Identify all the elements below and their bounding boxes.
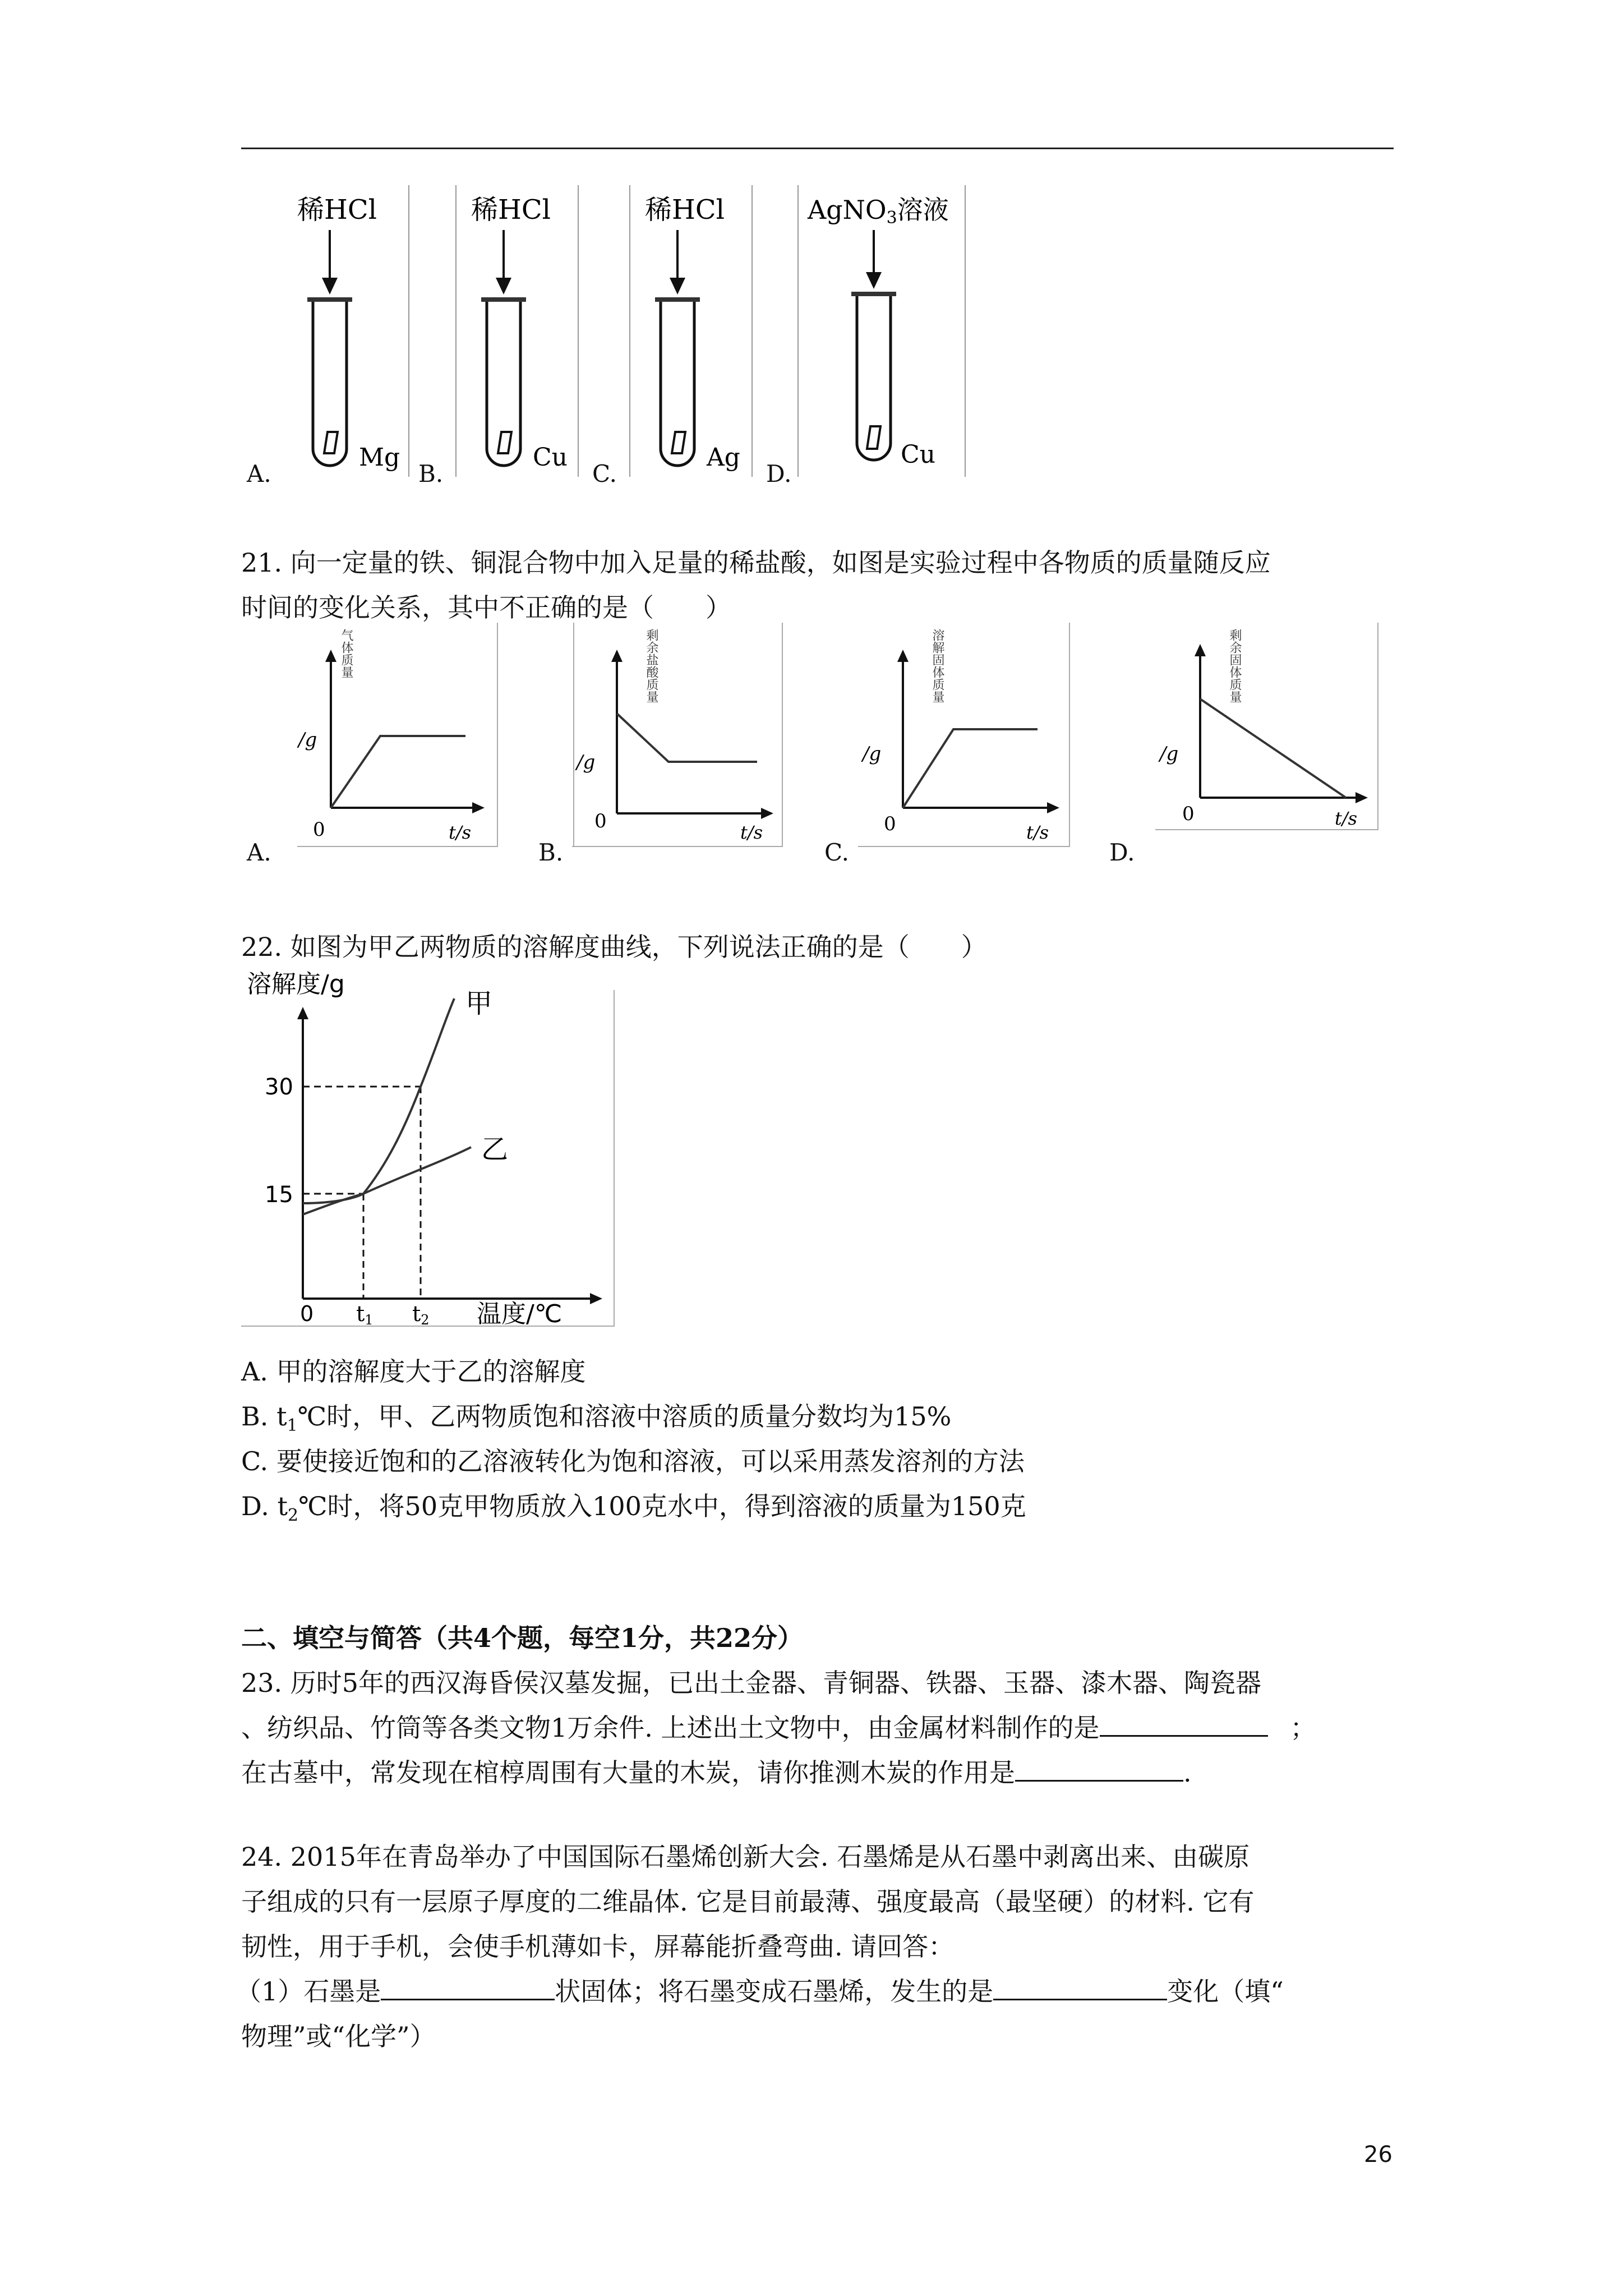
q21-graph-c-origin: 0 — [884, 813, 896, 835]
q20-tube-d — [796, 185, 970, 488]
q22-chart-xlabel: 温度/℃ — [477, 1300, 562, 1327]
q22-option-a: A. 甲的溶解度大于乙的溶解度 — [241, 1356, 586, 1387]
q24-blank-2[interactable] — [993, 1970, 1167, 2000]
q21-graph-a-xlabel: t/s — [449, 822, 472, 843]
page-number: 26 — [1364, 2142, 1393, 2168]
q20-option-b-label: B. — [418, 460, 444, 487]
q24-blank-1[interactable] — [381, 1970, 555, 2000]
arrow-right-icon — [1047, 802, 1059, 813]
q21-graph-a — [297, 623, 499, 858]
q22-ytick-15: 15 — [265, 1182, 293, 1208]
q23-blank-2[interactable] — [1015, 1751, 1183, 1782]
q24-line2: 子组成的只有一层原子厚度的二维晶体. 它是目前最薄、强度最高（最坚硬）的材料. 它有 — [241, 1887, 1255, 1917]
q20-figure — [241, 185, 970, 499]
q20-option-a-label: A. — [247, 460, 271, 487]
q21-graph-c — [858, 623, 1071, 858]
q23-line2: 、纺织品、竹筒等各类文物1万余件. 上述出土文物中，由金属材料制作的是 ； — [241, 1705, 1316, 1750]
q20-tube-c — [628, 185, 774, 488]
q21-graph-d-xlabel: t/s — [1335, 808, 1358, 829]
arrow-up-icon — [325, 650, 336, 662]
q22-series-jia-label: 甲 — [465, 988, 493, 1019]
arrow-down-icon — [866, 272, 882, 289]
q21-graph-a-ylabel: 气体质量 — [304, 629, 353, 643]
q21-graph-b-origin: 0 — [594, 810, 607, 832]
q21-graph-b-ylabel: 剩余盐酸质量 — [584, 629, 658, 643]
q20-option-c-label: C. — [592, 460, 617, 487]
q20-tube-c-metal: Ag — [707, 443, 740, 472]
q22-option-d: D. $t_2℃$时，将50克甲物质放入100克水中，得到溶液的质量为150克 — [241, 1491, 1026, 1526]
q20-tube-c-reagent: 稀HCl — [645, 194, 725, 226]
q20-tube-a-metal: Mg — [359, 443, 400, 472]
q21-graph-c-ylabel: 溶解固体质量 — [870, 629, 944, 643]
q22-curve-jia — [303, 999, 454, 1203]
q22-solubility-chart — [241, 968, 623, 1327]
q22-ytick-30: 30 — [265, 1074, 293, 1100]
svg-text:剩余固体质量 — [1168, 629, 1242, 702]
svg-text:溶解固体质量 — [870, 629, 944, 702]
q24-line5: 物理”或“化学”） — [241, 2021, 436, 2051]
q20-option-d-label: D. — [766, 460, 792, 487]
q21-stem-line1: 21. 向一定量的铁、铜混合物中加入足量的稀盐酸，如图是实验过程中各物质的质量随反应 — [241, 547, 1271, 578]
q22-stem: 22. 如图为甲乙两物质的溶解度曲线，下列说法正确的是（ ） — [241, 932, 987, 962]
q20-tube-b-metal: Cu — [533, 443, 568, 472]
q24-line1: 24. 2015年在青岛举办了中国国际石墨烯创新大会. 石墨烯是从石墨中剥离出来、由碳原 — [241, 1842, 1250, 1872]
q22-option-c: C. 要使接近饱和的乙溶液转化为饱和溶液，可以采用蒸发溶剂的方法 — [241, 1446, 1025, 1476]
arrow-up-icon — [297, 1007, 308, 1019]
arrow-up-icon — [611, 650, 623, 662]
svg-text:气体质量 — [304, 629, 353, 678]
q22-series-yi-label: 乙 — [481, 1134, 509, 1165]
q21-graph-d-unit: /g — [1160, 743, 1179, 765]
arrow-down-icon — [322, 278, 338, 295]
q23-line3: 在古墓中，常发现在棺椁周围有大量的木炭，请你推测木炭的作用是 . — [241, 1750, 1192, 1795]
q22-xtick-t1: t1 — [356, 1301, 374, 1327]
arrow-down-icon — [670, 278, 685, 295]
q21-option-d-label: D. — [1109, 839, 1135, 866]
q21-graph-a-unit: /g — [298, 729, 317, 751]
q21-graph-b — [572, 623, 785, 858]
q20-tube-b-reagent: 稀HCl — [471, 194, 551, 226]
q20-tube-a — [280, 185, 426, 488]
q21-graph-d — [1155, 623, 1380, 858]
q21-graph-c-unit: /g — [863, 743, 882, 765]
q21-graph-a-origin: 0 — [313, 818, 325, 841]
q20-tube-d-metal: Cu — [901, 440, 936, 469]
arrow-right-icon — [472, 802, 485, 813]
q24-line3: 韧性，用于手机，会使手机薄如卡，屏幕能折叠弯曲. 请回答： — [241, 1931, 955, 1962]
q20-tube-b — [454, 185, 600, 488]
q22-xtick-t2: t2 — [412, 1301, 430, 1327]
arrow-up-icon — [897, 650, 909, 662]
q24-line4: （1）石墨是 状固体；将石墨变成石墨烯，发生的是 变化（填“ — [236, 1969, 1284, 2014]
q22-chart-ylabel: 溶解度/g — [247, 970, 345, 999]
q23-line1: 23. 历时5年的西汉海昏侯汉墓发掘，已出土金器、青铜器、铁器、玉器、漆木器、陶瓷器 — [241, 1668, 1262, 1698]
q21-graph-b-unit: /g — [577, 751, 596, 774]
svg-text:剩余盐酸质量 — [584, 629, 658, 702]
q21-option-c-label: C. — [824, 839, 849, 866]
q21-option-a-label: A. — [247, 839, 271, 866]
q21-graph-d-origin: 0 — [1182, 803, 1195, 825]
q22-option-b: B. $t_1℃$时，甲、乙两物质饱和溶液中溶质的质量分数均为15% — [241, 1401, 952, 1436]
arrow-up-icon — [1195, 644, 1206, 656]
q22-origin: 0 — [300, 1301, 314, 1326]
header-rule — [241, 148, 1394, 149]
q23-blank-1[interactable] — [1100, 1706, 1268, 1737]
q20-tube-a-reagent: 稀HCl — [297, 194, 377, 226]
q21-graph-d-ylabel: 剩余固体质量 — [1168, 629, 1242, 643]
arrow-right-icon — [761, 808, 773, 819]
q21-graph-c-xlabel: t/s — [1026, 822, 1049, 843]
q21-option-b-label: B. — [538, 839, 564, 866]
arrow-down-icon — [496, 278, 511, 295]
q21-graph-b-xlabel: t/s — [740, 822, 763, 843]
q20-tube-d-reagent: AgNO3溶液 — [808, 195, 949, 228]
section2-heading: 二、填空与简答（共4个题，每空1分，共22分） — [241, 1623, 804, 1653]
arrow-right-icon — [1355, 792, 1368, 803]
q21-stem-line2: 时间的变化关系，其中不正确的是（ ） — [241, 592, 731, 623]
q21-graphs — [241, 623, 1396, 875]
arrow-right-icon — [590, 1293, 602, 1304]
